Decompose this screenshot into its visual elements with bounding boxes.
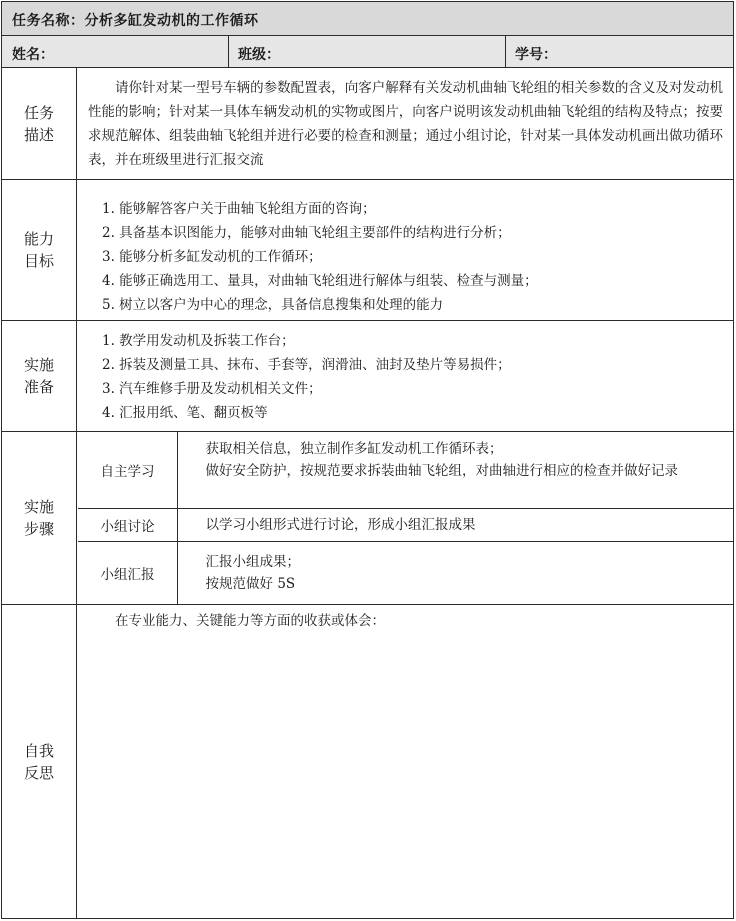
task-description-content	[78, 68, 733, 179]
task-description-label: 任务描述	[23, 103, 54, 144]
class-label: 班级：	[238, 47, 280, 63]
preparation-label-cell	[2, 321, 77, 431]
student-id-field[interactable]	[506, 36, 733, 67]
steps-label-cell	[2, 432, 77, 604]
list-item: 1. 能够解答客户关于曲轴飞轮组方面的咨询；	[102, 201, 376, 217]
task-sheet	[1, 1, 734, 919]
task-title-row	[2, 2, 733, 36]
list-item: 2. 拆装及测量工具、抹布、手套等，润滑油、油封及垫片等易损件；	[102, 357, 511, 373]
step-body	[188, 551, 719, 595]
step-label: 小组讨论	[78, 509, 178, 541]
name-field[interactable]	[2, 36, 228, 67]
list-item: 1. 教学用发动机及拆装工作台；	[102, 333, 295, 349]
ability-goals-list	[102, 197, 723, 317]
ability-goals-row	[2, 180, 733, 321]
steps-content	[78, 432, 733, 604]
task-name-value: 分析多缸发动机的工作循环	[84, 13, 259, 29]
ability-goals-label: 能力目标	[23, 230, 54, 270]
list-item: 2. 具备基本识图能力，能够对曲轴飞轮组主要部件的结构进行分析；	[102, 225, 511, 241]
step-line: 做好安全防护，按规范要求拆装曲轴飞轮组，对曲轴进行相应的检查并做好记录	[205, 463, 679, 479]
step-label: 自主学习	[78, 432, 178, 508]
step-group-report	[78, 542, 733, 604]
list-item: 3. 能够分析多缸发动机的工作循环；	[102, 249, 322, 265]
step-line: 获取相关信息，独立制作多缸发动机工作循环表；	[205, 441, 503, 457]
task-name-label: 任务名称：	[12, 13, 85, 29]
task-title	[12, 10, 259, 30]
ability-goals-label-cell	[2, 180, 77, 320]
preparation-list	[102, 329, 723, 425]
step-line: 以学习小组形式进行讨论，形成小组汇报成果	[205, 517, 476, 533]
ability-goals-content	[78, 180, 733, 320]
step-group-discussion	[78, 509, 733, 542]
step-body	[188, 438, 719, 482]
step-body	[188, 514, 719, 536]
list-item: 3. 汽车维修手册及发动机相关文件；	[102, 381, 322, 397]
preparation-content	[78, 321, 733, 431]
task-description-row	[2, 68, 733, 180]
step-self-study	[78, 432, 733, 509]
steps-label: 实施步骤	[23, 498, 54, 538]
list-item: 5. 树立以客户为中心的理念，具备信息搜集和处理的能力	[102, 297, 444, 313]
task-description-label-cell	[2, 68, 77, 179]
preparation-row	[2, 321, 733, 432]
preparation-label: 实施准备	[23, 356, 54, 396]
reflection-content[interactable]	[78, 605, 733, 918]
steps-row	[2, 432, 733, 605]
reflection-row	[2, 605, 733, 918]
task-description-text: 请你针对某一型号车辆的参数配置表，向客户解释有关发动机曲轴飞轮组的相关参数的含义及对发动机性能的影响；针对某一具体车辆发动机的实物或图片，向客户说明该发动机曲轴飞轮组的结构及特点；按要求规范解体、组装曲轴飞轮组并进行必要的检查和测量；通过小组讨论，针对某一具体发动机画出做功循环表，并在班级里进行汇报交流	[88, 80, 723, 168]
reflection-prompt: 在专业能力、关键能力等方面的收获或体会：	[115, 613, 385, 629]
class-field[interactable]	[229, 36, 505, 67]
step-line: 汇报小组成果；	[205, 554, 301, 570]
student-id-label: 学号：	[515, 47, 557, 63]
name-label: 姓名：	[12, 47, 54, 63]
list-item: 4. 能够正确选用工、量具，对曲轴飞轮组进行解体与组装、检查与测量；	[102, 273, 538, 289]
step-line: 按规范做好 5S	[205, 576, 296, 592]
student-info-row	[2, 36, 733, 68]
step-label: 小组汇报	[78, 542, 178, 604]
reflection-label-cell	[2, 605, 77, 918]
list-item: 4. 汇报用纸、笔、翻页板等	[102, 405, 268, 421]
reflection-label: 自我反思	[23, 741, 54, 782]
